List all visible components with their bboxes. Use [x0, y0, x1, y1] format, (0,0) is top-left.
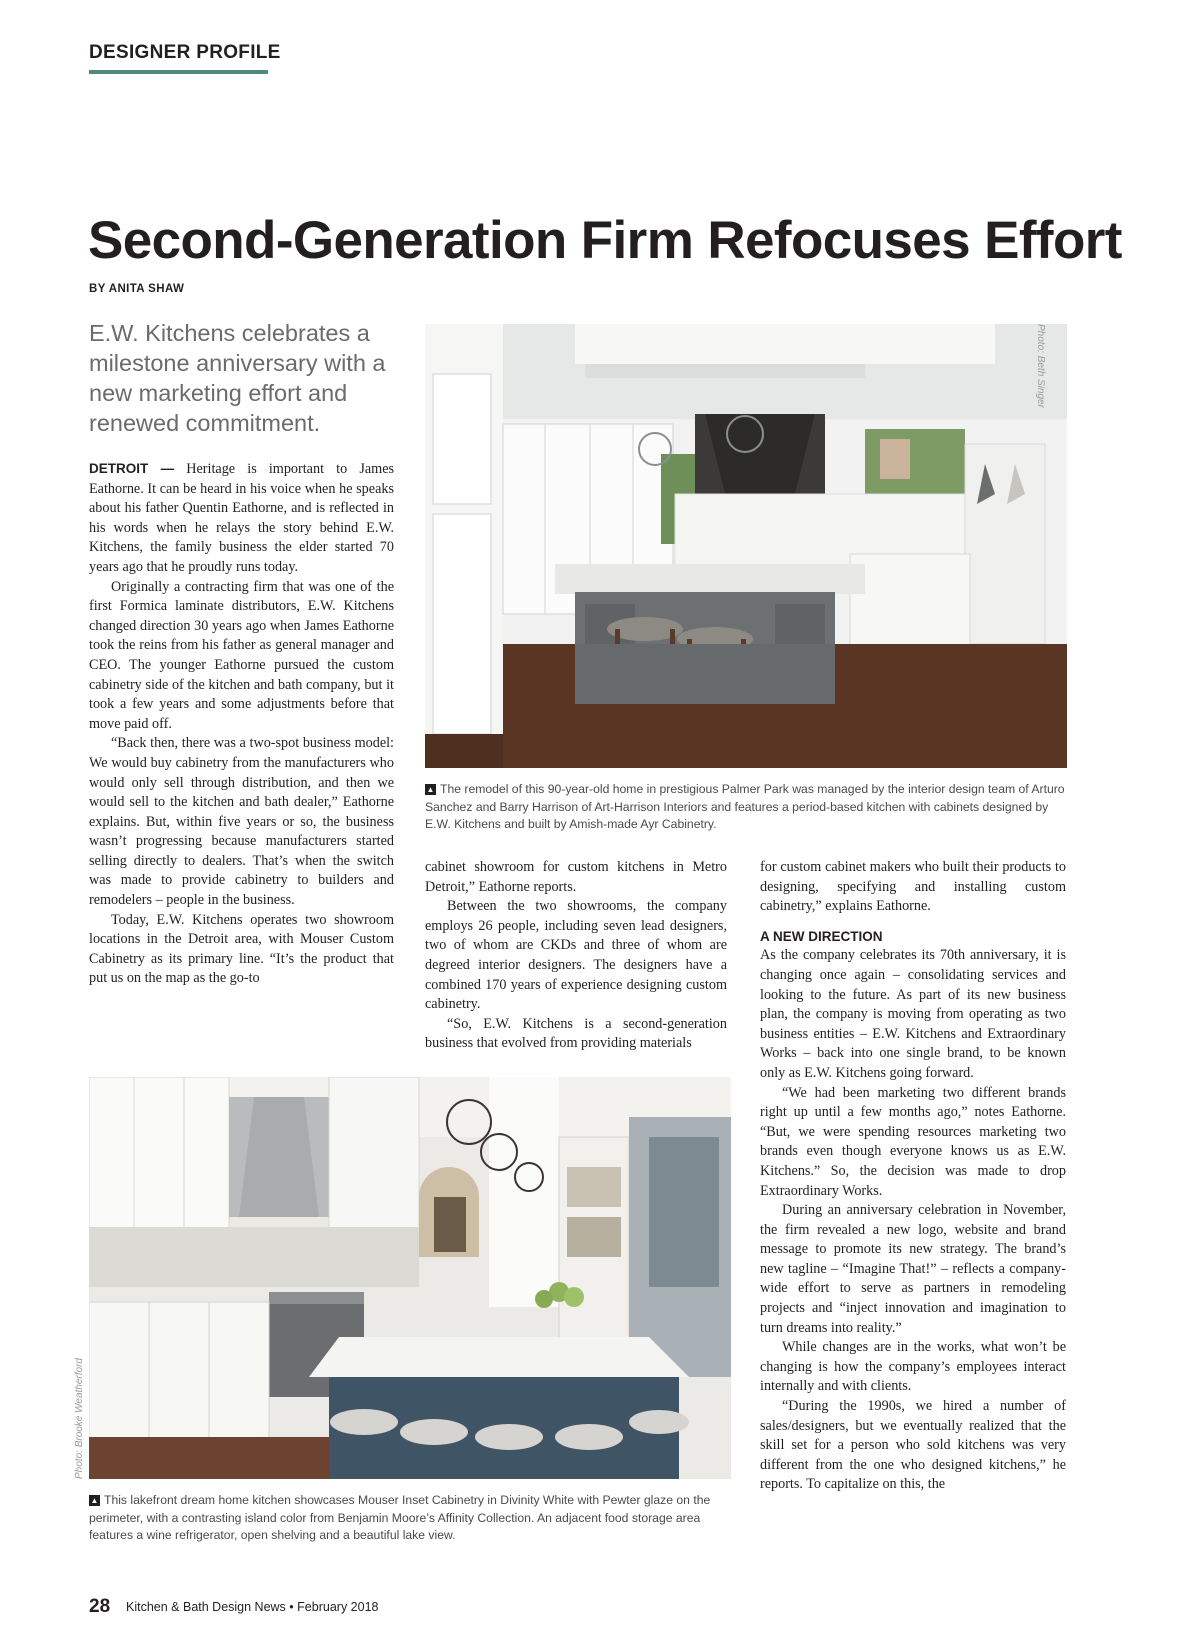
arrow-up-icon: ▲ [426, 785, 435, 794]
subhead: A NEW DIRECTION [760, 928, 883, 944]
photo-credit: Photo: Beth Singer [1035, 324, 1046, 408]
headline: Second-Generation Firm Refocuses Effort [88, 211, 1122, 270]
body-paragraph: “Back then, there was a two-spot business model: We would buy cabinetry from the manufacturers who would only sell through distribution, and then we would sell to the kitchen and bath dealer,” Eathorne explains. But, within five years or so, the business wasn’t progressing because manufacturers started selling directly to dealers. That’s when the switch was made to provide cabinetry to builders and remodelers – people in the business. [89, 735, 394, 909]
body-paragraph: for custom cabinet makers who built their products to designing, specifying and installing custom cabinetry,” explains Eathorne. [760, 859, 1066, 915]
body-paragraph: During an anniversary celebration in November, the firm revealed a new logo, website and brand message to promote its new strategy. The brand’s new tagline – “Imagine That!” – reflects a company-wide effort to serve as partners in remodeling projects and “inject innovation and imagination to turn dreams into reality.” [760, 1202, 1066, 1336]
kitchen-photo-palmer-park [425, 324, 1067, 768]
kitchen-photo-lakefront [89, 1077, 731, 1479]
kitchen-photo-lakefront-image [89, 1077, 731, 1479]
dateline: DETROIT — [89, 461, 175, 476]
body-paragraph: cabinet showroom for custom kitchens in Metro Detroit,” Eathorne reports. [425, 859, 727, 895]
issue-date: February 2018 [297, 1600, 379, 1614]
photo-caption [89, 1492, 735, 1545]
body-paragraph: “So, E.W. Kitchens is a second-generation business that evolved from providing materials [425, 1015, 727, 1052]
body-paragraph: “During the 1990s, we hired a number of sales/designers, but we eventually realized that the skill set for a person who sold kitchens was very different from the one who designed kitchens,” he reports. To capitalize on this, the [760, 1398, 1066, 1493]
arrow-up-icon: ▲ [90, 1496, 99, 1505]
photo-credit: Photo: Brooke Weatherford [74, 1358, 85, 1479]
body-paragraph: “We had been marketing two different brands right up until a few months ago,” notes Eathorne. “But, we were spending resources marketing two brands even though everyone knows us as E.W. Kitchens.” So, the decision was made to drop Extraordinary Works. [760, 1084, 1066, 1199]
section-rule [89, 70, 268, 74]
caption-text: This lakefront dream home kitchen showcases Mouser Inset Cabinetry in Divinity White with Pewter glaze on the perimeter, with a contrasting island color from Benjamin Moore’s Affinity Collection. An adjacent food storage area features a wine refrigerator, open shelving and a beautiful lake view. [89, 1493, 711, 1542]
body-paragraph [89, 459, 394, 578]
publication-footer [126, 1600, 378, 1614]
body-paragraph: Between the two showrooms, the company employs 26 people, including seven lead designers, two of whom are CKDs and three of whom are degreed interior designers. The designers have a combined 170 years of experience designing custom cabinetry. [425, 898, 727, 1013]
body-column-2 [425, 858, 727, 1054]
section-label: DESIGNER PROFILE [89, 42, 281, 63]
body-paragraph: While changes are in the works, what won’t be changing is how the company’s employees interact internally and with clients. [760, 1339, 1066, 1395]
body-paragraph: Originally a contracting firm that was one of the first Formica laminate distributors, E.W. Kitchens changed direction 30 years ago when James Eathorne took the reins from his father as general manager and CEO. The younger Eathorne pursued the custom cabinetry side of the kitchen and bath company, but it took a few years and some adjustments before that move paid off. [89, 578, 394, 732]
paragraph-text: Heritage is important to James Eathorne. It can be heard in his voice when he speaks about his father Quentin Eathorne, and is reflected in his words when he relays the story behind E.W. Kitchens, the family business the elder started 70 years ago that he proudly runs today. [89, 461, 395, 575]
photo-caption [425, 781, 1071, 834]
body-paragraph: Today, E.W. Kitchens operates two showroom locations in the Detroit area, with Mouser Custom Cabinetry as its primary line. “It’s the product that put us on the map as the go-to [89, 911, 394, 987]
body-column-3 [760, 858, 1066, 1495]
body-paragraph: As the company celebrates its 70th anniversary, it is changing once again – consolidating services and looking to the future. As part of its new business plan, the company is moving from operating as two business entities – E.W. Kitchens and Extraordinary Works – back into one single brand, to be known only as E.W. Kitchens going forward. [760, 947, 1066, 1081]
body-column-1 [89, 459, 394, 989]
kitchen-photo-palmer-park-image [425, 324, 1067, 768]
publication-name: Kitchen & Bath Design News [126, 1600, 286, 1614]
footer-separator: • [289, 1600, 294, 1614]
page-number: 28 [89, 1596, 111, 1617]
deck: E.W. Kitchens celebrates a milestone anniversary with a new marketing effort and renewed commitment. [89, 320, 386, 436]
byline: BY ANITA SHAW [89, 283, 185, 295]
caption-text: The remodel of this 90-year-old home in prestigious Palmer Park was managed by the interior design team of Arturo Sanchez and Barry Harrison of Art-Harrison Interiors and features a period-based kitchen with cabinets designed by E.W. Kitchens and built by Amish-made Ayr Cabinetry. [425, 782, 1065, 831]
